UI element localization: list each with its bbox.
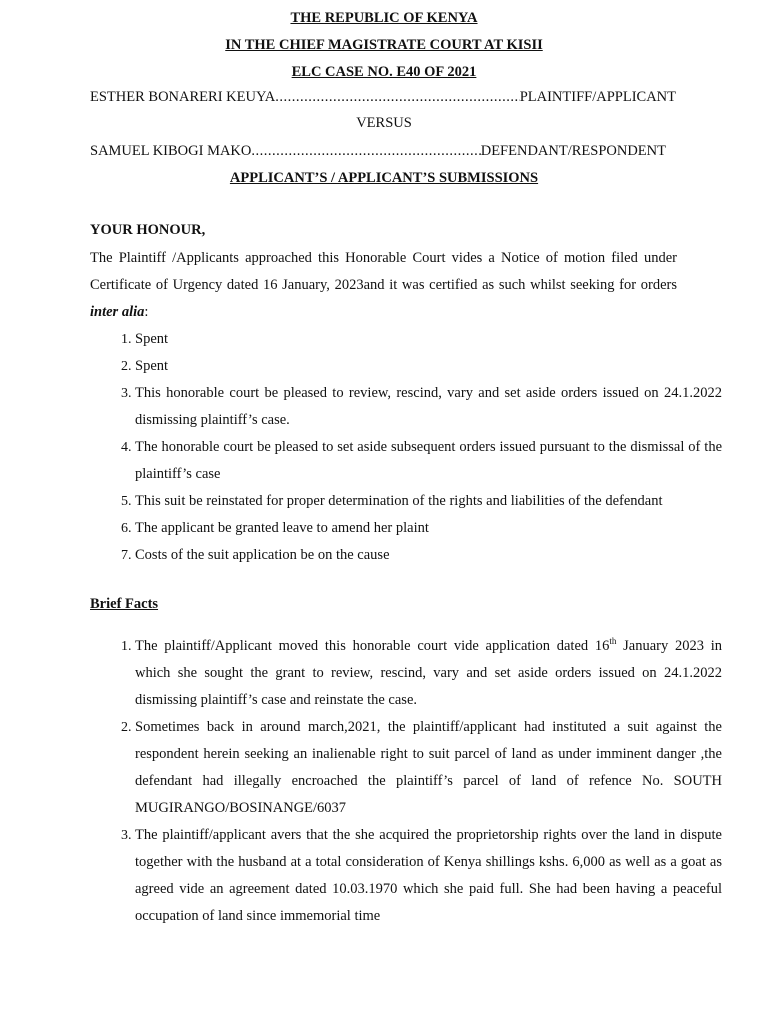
ordinal-suffix: th — [609, 636, 617, 647]
defendant-line — [90, 143, 666, 160]
salutation: YOUR HONOUR, — [90, 222, 206, 238]
list-item: 2. Sometimes back in around march,2021, the plaintiff/applicant had instituted a suit against the respondent herein seeking an inalienable right to suit parcel of land as under imminent danger ,the defendant had illegally encroached the plaintiff’s parcel of land of refence No. SOUTH MUGIRANGO/BOSINANGE/6037 — [135, 714, 722, 822]
list-item: 6. The applicant be granted leave to amend her plaint — [135, 515, 722, 542]
versus-label: VERSUS — [356, 115, 412, 131]
list-item: 1. Spent — [135, 326, 722, 353]
header-republic: THE REPUBLIC OF KENYA — [290, 10, 478, 26]
plaintiff-role: PLAINTIFF/APPLICANT — [519, 89, 676, 105]
list-item: 4. The honorable court be pleased to set aside subsequent orders issued pursuant to the dismissal of the plaintiff’s case — [135, 434, 722, 488]
list-item: 3. This honorable court be pleased to review, rescind, vary and set aside orders issued on 24.1.2022 dismissing plaintiff’s case. — [135, 380, 722, 434]
brief-facts-heading: Brief Facts — [90, 596, 159, 612]
intro-paragraph — [90, 245, 677, 326]
header-case-number: ELC CASE NO. E40 OF 2021 — [291, 64, 477, 80]
defendant-role: DEFENDANT/RESPONDENT — [480, 143, 666, 159]
orders-list — [90, 326, 722, 569]
facts-list — [90, 633, 722, 930]
list-item: 2. Spent — [135, 353, 722, 380]
plaintiff-line — [90, 89, 676, 106]
document-title: APPLICANT’S / APPLICANT’S SUBMISSIONS — [229, 170, 539, 186]
defendant-name: SAMUEL KIBOGI MAKO — [90, 143, 252, 159]
fact-text: The plaintiff/Applicant moved this honorable court vide application dated 16 — [135, 638, 610, 654]
header-court: IN THE CHIEF MAGISTRATE COURT AT KISII — [225, 37, 543, 53]
list-item — [135, 633, 722, 714]
inter-alia: inter alia — [90, 304, 145, 320]
plaintiff-name: ESTHER BONARERI KEUYA — [90, 89, 276, 105]
list-item: 3. The plaintiff/applicant avers that the she acquired the proprietorship rights over the land in dispute together with the husband at a total consideration of Kenya shillings kshs. 6,000 as well as a goat as agreed vide an agreement dated 10.03.1970 which she paid full. She had been having a peaceful occupation of land since immemorial time — [135, 822, 722, 930]
fact-text: January 2023 in which she sought the grant to review, rescind, vary and set aside orders issued on 24.1.2022 dismissing plaintiff’s case and reinstate the case. — [135, 638, 722, 708]
leader-dots — [251, 143, 480, 160]
list-item: 7. Costs of the suit application be on the cause — [135, 542, 722, 569]
intro-text: The Plaintiff /Applicants approached this Honorable Court vides a Notice of motion filed under Certificate of Urgency dated 16 January, 2023and it was certified as such whilst seeking for orders — [90, 250, 677, 293]
intro-colon: : — [144, 304, 149, 320]
list-item: 5. This suit be reinstated for proper determination of the rights and liabilities of the defendant — [135, 488, 722, 515]
leader-dots — [275, 89, 519, 106]
court-header — [0, 5, 768, 86]
